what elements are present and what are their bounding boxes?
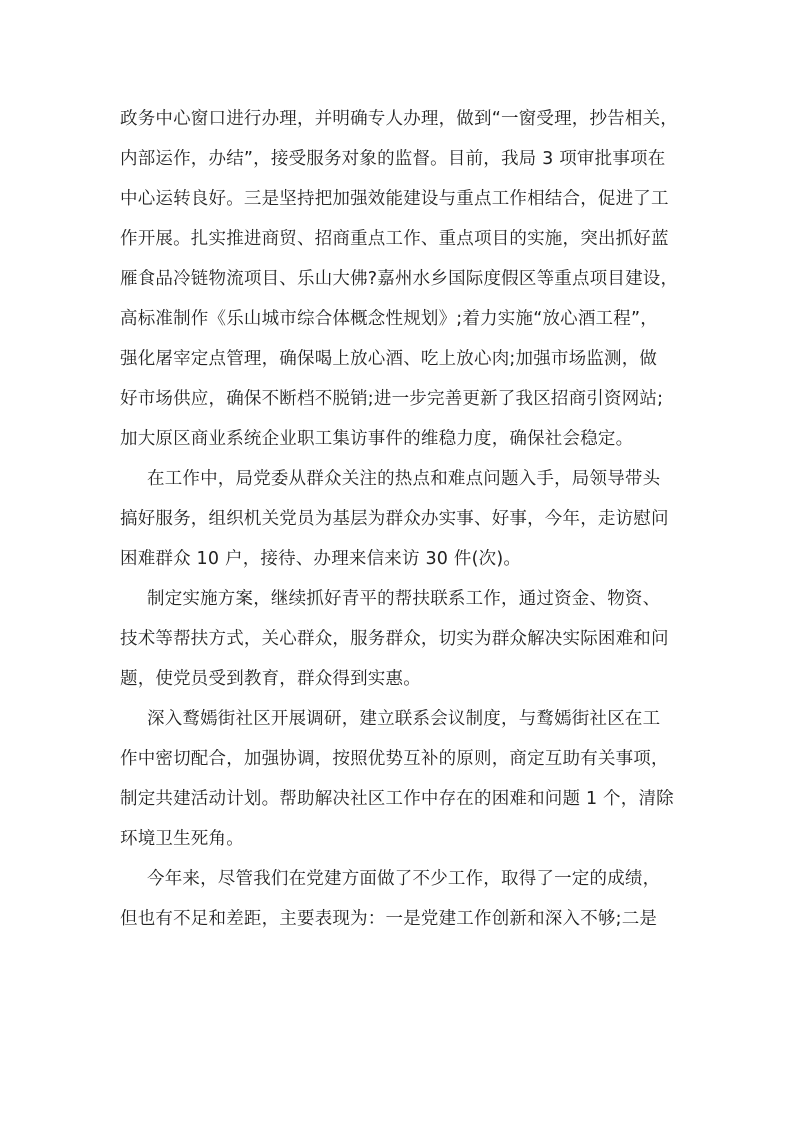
paragraph-first-line: 今年来，尽管我们在党建方面做了不少工作，取得了一定的成绩， [147,869,661,889]
text-line: 加大原区商业系统企业职工集访事件的维稳力度，确保社会稳定。 [120,429,634,449]
text-line: 搞好服务，组织机关党员为基层为群众办实事、好事，今年，走访慰问 [120,509,669,529]
text-line: 中心运转良好。三是坚持把加强效能建设与重点工作相结合，促进了工 [120,189,669,209]
text-line: 政务中心窗口进行办理，并明确专人办理，做到“一窗受理，抄告相关， [120,109,678,129]
text-line: 制定共建活动计划。帮助解决社区工作中存在的困难和问题 1 个，清除 [120,789,674,809]
text-line: 好市场供应，确保不断档不脱销;进一步完善更新了我区招商引资网站; [120,389,664,409]
text-line: 但也有不足和差距，主要表现为：一是党建工作创新和深入不够;二是 [120,909,658,929]
text-line: 技术等帮扶方式，关心群众，服务群众，切实为群众解决实际困难和问 [120,629,669,649]
text-line: 题，使党员受到教育，群众得到实惠。 [120,669,421,689]
text-line: 雁食品冷链物流项目、乐山大佛?嘉州水乡国际度假区等重点项目建设， [120,269,679,289]
paragraph-first-line: 制定实施方案，继续抓好青平的帮扶联系工作，通过资金、物资、 [147,589,661,609]
text-line: 作开展。扎实推进商贸、招商重点工作、重点项目的实施，突出抓好蓝 [120,229,669,249]
text-line: 高标准制作《乐山城市综合体概念性规划》;着力实施“放心酒工程”， [120,309,658,329]
paragraph-first-line: 在工作中，局党委从群众关注的热点和难点问题入手，局领导带头 [147,469,661,489]
paragraph-first-line: 深入鹜嫣街社区开展调研，建立联系会议制度，与鹜嫣街社区在工 [147,709,661,729]
text-line: 环境卫生死角。 [120,829,244,849]
text-line: 内部运作，办结”，接受服务对象的监督。目前，我局 3 项审批事项在 [120,149,666,169]
text-line: 强化屠宰定点管理，确保喝上放心酒、吃上放心肉;加强市场监测，做 [120,349,658,369]
text-line: 困难群众 10 户，接待、办理来信来访 30 件(次)。 [120,549,522,569]
text-line: 作中密切配合，加强协调，按照优势互补的原则，商定互助有关事项， [120,749,669,769]
